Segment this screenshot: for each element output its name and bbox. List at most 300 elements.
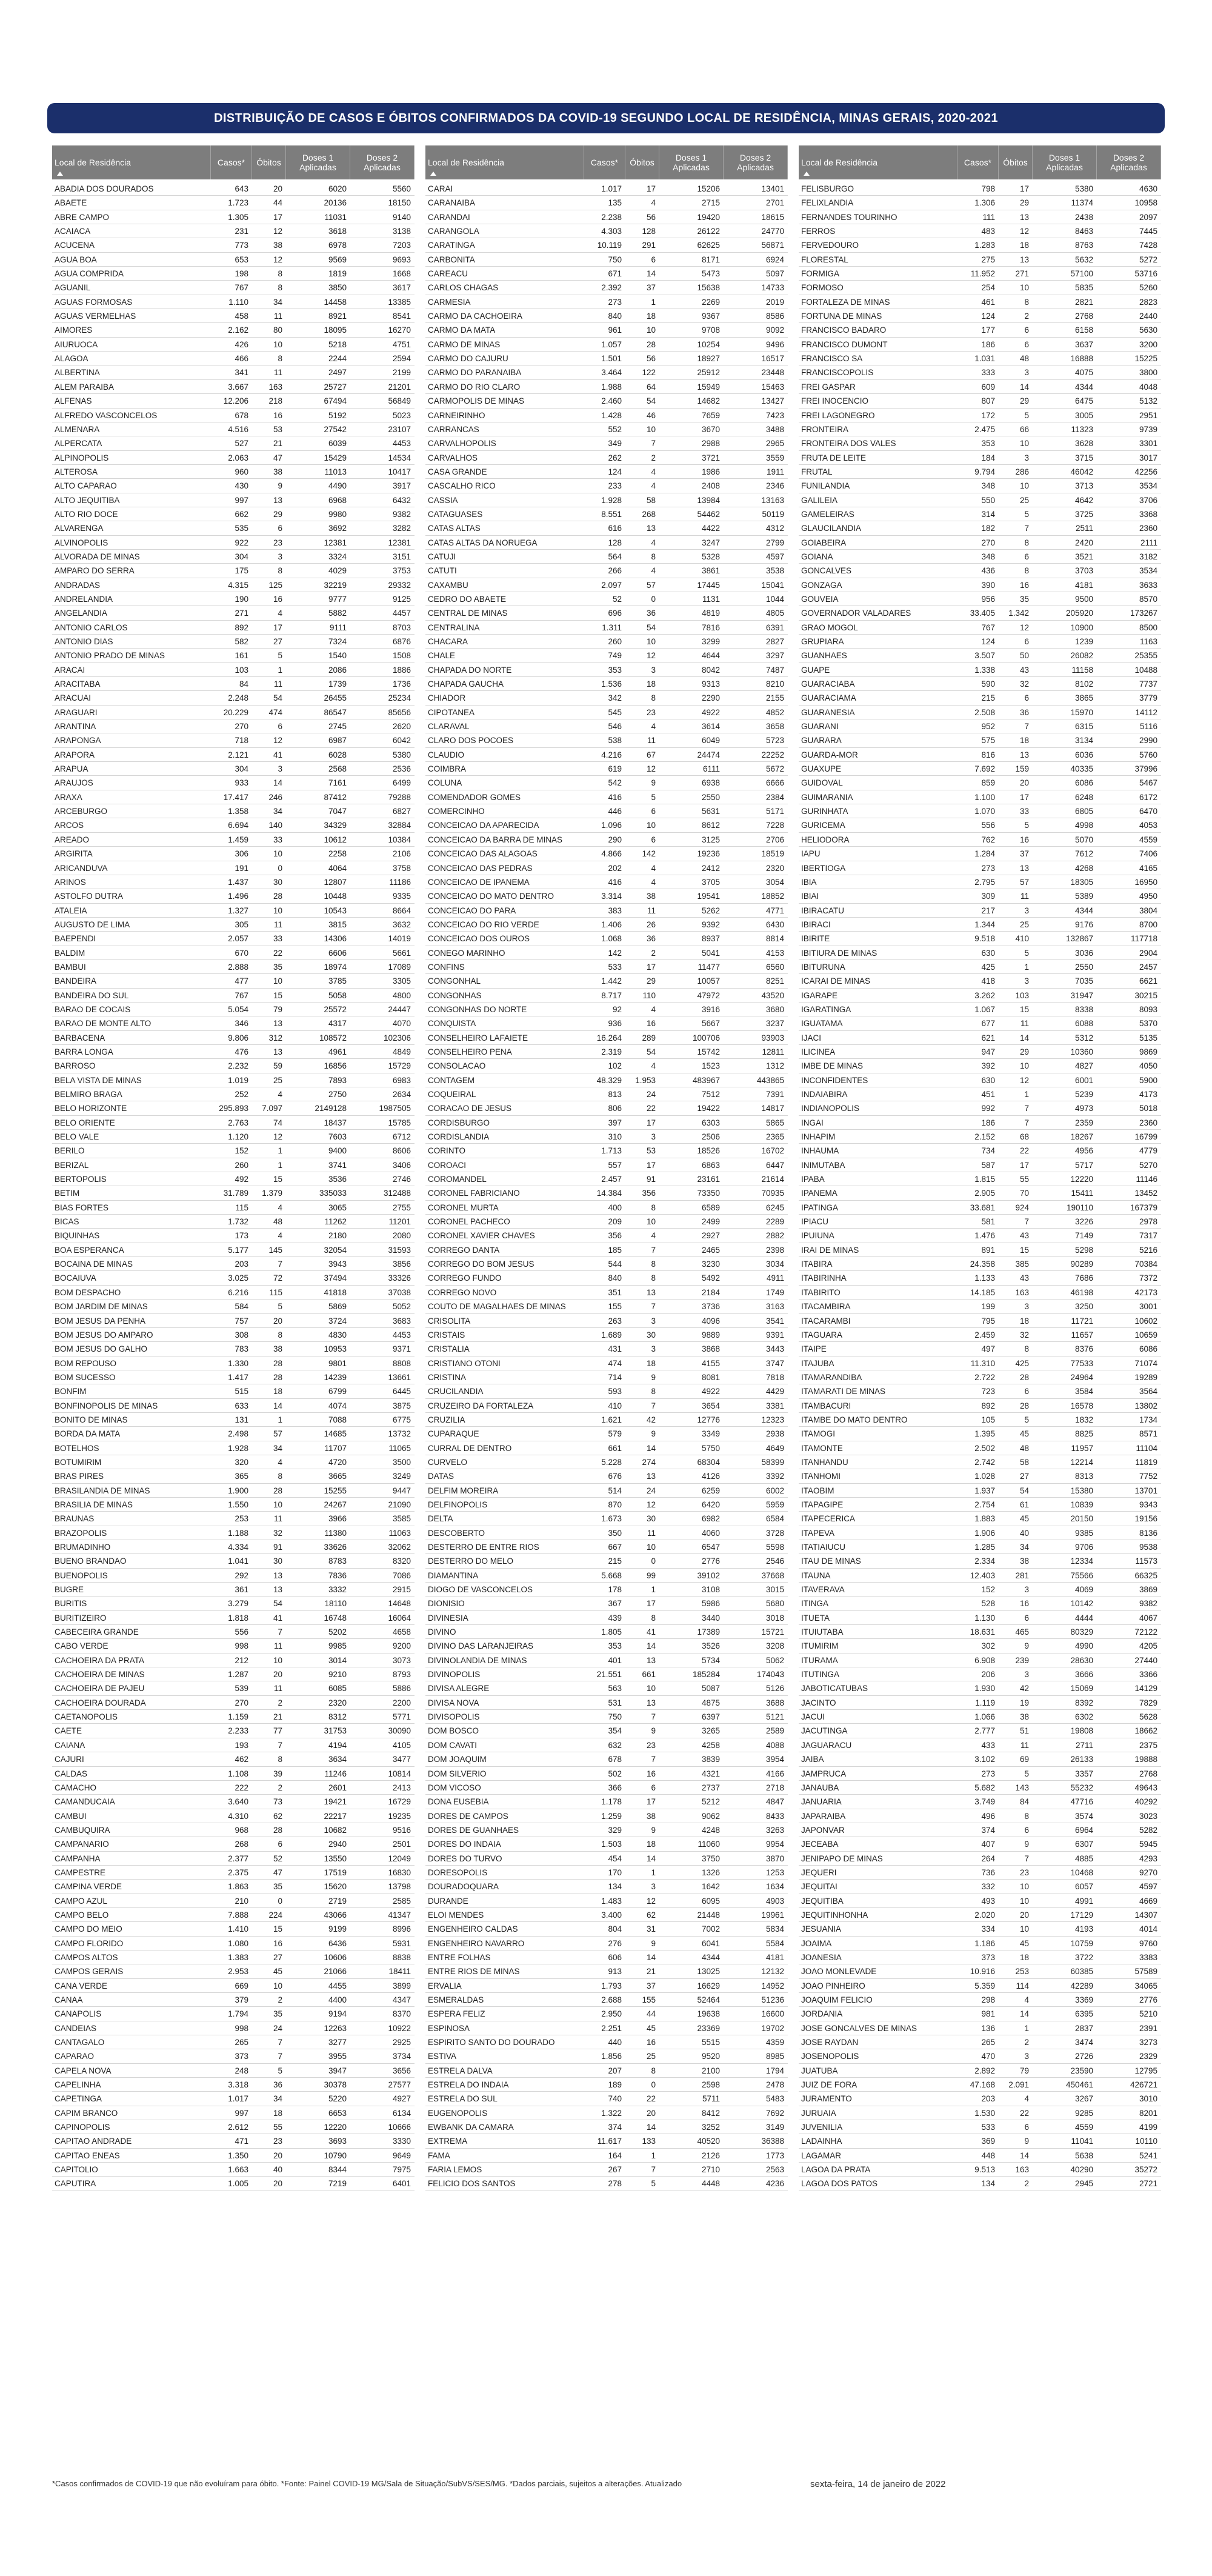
header-local[interactable]: Local de Residência <box>52 145 211 179</box>
table-row <box>425 323 788 337</box>
cell-doses2: 173267 <box>1130 609 1157 618</box>
cell-local: IPIACU <box>801 1217 829 1227</box>
table-row <box>799 1894 1161 1908</box>
cell-doses1: 17519 <box>324 1867 347 1877</box>
cell-doses1: 5882 <box>328 609 347 618</box>
table-row <box>425 762 788 776</box>
cell-obitos: 12 <box>646 1896 656 1906</box>
cell-doses1: 54462 <box>697 509 720 519</box>
table-row <box>52 1908 415 1922</box>
cell-local: IRAI DE MINAS <box>801 1245 859 1255</box>
cell-obitos: 35 <box>273 962 282 972</box>
cell-local: ARGIRITA <box>55 849 93 859</box>
cell-obitos: 57 <box>273 1429 282 1439</box>
cell-local: BOM JESUS DO GALHO <box>55 1344 148 1354</box>
cell-doses1: 5515 <box>701 2038 720 2047</box>
cell-doses2: 1044 <box>765 594 784 604</box>
cell-doses2: 7372 <box>1139 1273 1157 1283</box>
cell-doses1: 32054 <box>324 1245 347 1255</box>
table-row <box>52 578 415 592</box>
table-row <box>52 1526 415 1540</box>
cell-doses1: 11060 <box>698 1840 720 1849</box>
cell-local: FARIA LEMOS <box>428 2165 482 2175</box>
cell-doses1: 8921 <box>328 312 347 321</box>
cell-casos: 407 <box>981 1840 995 1849</box>
table-row <box>799 804 1161 818</box>
cell-obitos: 22 <box>273 948 282 958</box>
cell-doses1: 3725 <box>1074 509 1093 519</box>
cell-local: CORREGO FUNDO <box>428 1273 502 1283</box>
cell-doses2: 5945 <box>1139 1840 1157 1849</box>
header-casos[interactable]: Casos* <box>584 145 625 179</box>
cell-doses2: 1911 <box>766 467 784 476</box>
cell-local: CHIADOR <box>428 693 466 703</box>
cell-doses2: 7203 <box>392 241 411 250</box>
cell-doses2: 17089 <box>388 962 411 972</box>
cell-casos: 2.375 <box>228 1867 248 1877</box>
cell-local: DELFIM MOREIRA <box>428 1486 499 1495</box>
cell-local: CONCEICAO DAS ALAGOAS <box>428 849 538 859</box>
cell-doses1: 3230 <box>701 1260 720 1269</box>
cell-doses1: 90289 <box>1070 1260 1093 1269</box>
cell-local: CRISTINA <box>428 1372 467 1382</box>
cell-casos: 493 <box>981 1896 995 1906</box>
header-casos[interactable]: Casos* <box>957 145 999 179</box>
cell-obitos: 42 <box>1019 1684 1029 1693</box>
cell-obitos: 8 <box>1024 297 1029 307</box>
cell-doses2: 3734 <box>392 2052 411 2061</box>
cell-local: CAPETINGA <box>55 2094 102 2104</box>
cell-casos: 1.673 <box>601 1514 622 1524</box>
cell-obitos: 0 <box>651 594 656 604</box>
cell-casos: 1.133 <box>974 1273 995 1283</box>
cell-casos: 2.508 <box>974 707 995 717</box>
cell-doses2: 2799 <box>765 538 784 547</box>
cell-obitos: 9 <box>651 1429 656 1439</box>
cell-obitos: 6 <box>651 1783 656 1792</box>
header-doses2[interactable]: Doses 2 Aplicadas <box>1097 145 1161 179</box>
cell-obitos: 41 <box>273 750 282 759</box>
table-row <box>425 521 788 535</box>
cell-obitos: 8 <box>651 1613 656 1623</box>
cell-obitos: 385 <box>1015 1260 1029 1269</box>
cell-doses1: 19420 <box>697 212 720 222</box>
table-row <box>52 1611 415 1625</box>
cell-casos: 1.437 <box>228 877 248 887</box>
cell-obitos: 13 <box>646 524 656 533</box>
cell-local: DELFINOPOLIS <box>428 1500 488 1509</box>
cell-doses1: 9706 <box>1074 1543 1093 1552</box>
table-row <box>799 1908 1161 1922</box>
cell-casos: 186 <box>981 339 995 349</box>
cell-local: CONCEICAO DE IPANEMA <box>428 877 530 887</box>
table-row <box>52 394 415 408</box>
cell-doses1: 9569 <box>328 255 347 264</box>
table-row <box>799 2120 1161 2134</box>
cell-obitos: 10 <box>273 1655 282 1665</box>
table-row <box>52 1356 415 1370</box>
cell-casos: 356 <box>608 1231 622 1241</box>
cell-doses1: 3916 <box>701 1004 720 1014</box>
cell-local: BELMIRO BRAGA <box>55 1090 122 1099</box>
cell-doses2: 3899 <box>392 1981 411 1990</box>
cell-doses1: 20150 <box>1070 1514 1093 1524</box>
cell-casos: 678 <box>608 1755 622 1764</box>
cell-doses1: 6395 <box>1074 2009 1093 2019</box>
sort-icon[interactable] <box>804 172 810 176</box>
cell-doses1: 9111 <box>329 622 347 632</box>
cell-doses2: 2501 <box>392 1840 411 1849</box>
cell-obitos: 4 <box>651 481 656 491</box>
cell-local: GUARARA <box>801 736 842 746</box>
table-row <box>799 1384 1161 1398</box>
cell-casos: 198 <box>235 269 248 279</box>
cell-casos: 2.460 <box>601 396 622 406</box>
cell-doses1: 10254 <box>697 339 720 349</box>
cell-obitos: 253 <box>1015 1967 1029 1977</box>
cell-casos: 353 <box>608 665 622 675</box>
table-row <box>425 1554 788 1568</box>
cell-obitos: 3 <box>1024 368 1029 378</box>
cell-doses2: 2563 <box>765 2165 784 2175</box>
cell-obitos: 18 <box>1019 1952 1029 1962</box>
cell-doses2: 5210 <box>1139 2009 1157 2019</box>
cell-casos: 544 <box>608 1260 622 1269</box>
cell-doses2: 1312 <box>765 1061 784 1071</box>
table-row <box>425 1243 788 1257</box>
cell-doses1: 4422 <box>701 524 720 533</box>
cell-local: JUATUBA <box>801 2066 838 2075</box>
header-doses2[interactable]: Doses 2 Aplicadas <box>724 145 788 179</box>
table-row <box>425 1639 788 1653</box>
header-doses1[interactable]: Doses 1 Aplicadas <box>286 145 350 179</box>
cell-doses2: 10602 <box>1134 1316 1157 1326</box>
table-row <box>799 507 1161 521</box>
table-row <box>425 847 788 861</box>
cell-local: ITAGUARA <box>801 1330 843 1340</box>
table-row <box>52 1554 415 1568</box>
cell-local: CAMPO BELO <box>55 1910 109 1920</box>
cell-doses2: 3297 <box>765 651 784 661</box>
cell-obitos: 7.097 <box>262 1104 282 1113</box>
cell-casos: 476 <box>235 1047 248 1056</box>
cell-doses1: 13550 <box>324 1854 347 1863</box>
cell-obitos: 122 <box>642 368 656 378</box>
table-row <box>425 1823 788 1837</box>
table-row <box>425 1455 788 1469</box>
cell-casos: 773 <box>235 241 248 250</box>
cell-local: FAMA <box>428 2151 450 2160</box>
cell-doses2: 4751 <box>392 339 411 349</box>
header-casos[interactable]: Casos* <box>211 145 252 179</box>
cell-casos: 273 <box>981 1769 995 1778</box>
cell-local: DIVISA ALEGRE <box>428 1684 490 1693</box>
cell-local: JEQUERI <box>801 1867 837 1877</box>
table-row <box>52 380 415 394</box>
table-row <box>52 409 415 422</box>
cell-doses2: 8793 <box>392 1670 411 1680</box>
table-row <box>799 550 1161 564</box>
table-row <box>799 1583 1161 1597</box>
cell-doses1: 40520 <box>697 2137 720 2146</box>
cell-obitos: 14 <box>646 1952 656 1962</box>
cell-doses1: 60385 <box>1070 1967 1093 1977</box>
cell-local: BOTUMIRIM <box>55 1457 102 1467</box>
cell-local: DIOGO DE VASCONCELOS <box>428 1585 533 1595</box>
table-row <box>799 1144 1161 1158</box>
cell-casos: 961 <box>608 325 622 335</box>
cell-local: GAMELEIRAS <box>801 509 854 519</box>
cell-local: JACINTO <box>801 1698 836 1707</box>
table-row <box>799 790 1161 804</box>
cell-local: DORES DO INDAIA <box>428 1840 501 1849</box>
table-row <box>425 1059 788 1073</box>
cell-local: INIMUTABA <box>801 1160 845 1170</box>
cell-doses1: 4344 <box>1074 906 1093 915</box>
table-row <box>52 1045 415 1059</box>
cell-casos: 892 <box>981 1401 995 1410</box>
cell-doses2: 4173 <box>1139 1090 1157 1099</box>
cell-local: BANDEIRA <box>55 976 97 986</box>
table-row <box>425 818 788 832</box>
table-row <box>52 1172 415 1186</box>
cell-obitos: 7 <box>278 1260 282 1269</box>
cell-casos: 400 <box>608 1203 622 1212</box>
cell-doses2: 37996 <box>1134 764 1157 774</box>
cell-local: BOA ESPERANCA <box>55 1245 124 1255</box>
cell-obitos: 54 <box>273 1599 282 1609</box>
cell-obitos: 25 <box>1019 495 1029 505</box>
cell-obitos: 20 <box>273 2179 282 2189</box>
cell-obitos: 22 <box>646 1104 656 1113</box>
cell-casos: 308 <box>235 1330 248 1340</box>
cell-local: AGUAS FORMOSAS <box>55 297 133 307</box>
cell-obitos: 4 <box>651 722 656 732</box>
cell-casos: 448 <box>981 2151 995 2160</box>
table-row <box>52 2177 415 2191</box>
cell-doses1: 5711 <box>702 2094 720 2104</box>
cell-doses2: 19702 <box>761 2023 784 2033</box>
cell-local: JOAO MONLEVADE <box>801 1967 877 1977</box>
cell-casos: 1.459 <box>228 835 248 844</box>
table-row <box>52 2021 415 2035</box>
cell-doses2: 167379 <box>1130 1203 1157 1212</box>
cell-local: ENTRE RIOS DE MINAS <box>428 1967 520 1977</box>
cell-doses1: 6028 <box>328 750 347 759</box>
cell-doses1: 12381 <box>324 538 347 547</box>
cell-casos: 2.905 <box>974 1189 995 1198</box>
cell-obitos: 30 <box>646 1514 656 1524</box>
cell-doses2: 12132 <box>761 1967 784 1977</box>
table-row <box>799 564 1161 578</box>
cell-doses1: 31753 <box>324 1726 347 1736</box>
cell-obitos: 18 <box>646 1358 656 1368</box>
cell-obitos: 17 <box>1019 1160 1029 1170</box>
table-row <box>52 1569 415 1583</box>
cell-local: AMPARO DO SERRA <box>55 566 135 576</box>
cell-local: ABADIA DOS DOURADOS <box>55 184 154 193</box>
sort-icon[interactable] <box>57 172 63 176</box>
cell-doses1: 5986 <box>701 1599 720 1609</box>
cell-obitos: 20 <box>273 2151 282 2160</box>
cell-doses2: 3753 <box>392 566 411 576</box>
cell-obitos: 10 <box>1019 283 1029 293</box>
table-row <box>425 790 788 804</box>
cell-doses2: 4453 <box>392 439 411 449</box>
cell-casos: 18.631 <box>970 1627 995 1637</box>
cell-doses1: 6259 <box>701 1486 720 1495</box>
cell-obitos: 28 <box>273 1372 282 1382</box>
cell-doses1: 3722 <box>1074 1952 1093 1962</box>
table-row <box>799 1413 1161 1427</box>
cell-casos: 1.550 <box>228 1500 248 1509</box>
cell-doses2: 2360 <box>1139 524 1157 533</box>
table-row <box>425 635 788 649</box>
cell-local: ITABIRA <box>801 1260 833 1269</box>
cell-doses2: 4293 <box>1139 1854 1157 1863</box>
cell-doses2: 3477 <box>392 1755 411 1764</box>
cell-casos: 956 <box>981 594 995 604</box>
cell-local: CAXAMBU <box>428 580 468 590</box>
header-local[interactable]: Local de Residência <box>425 145 584 179</box>
header-doses2[interactable]: Doses 2 Aplicadas <box>350 145 415 179</box>
cell-casos: 1.900 <box>228 1486 248 1495</box>
header-local[interactable]: Local de Residência <box>799 145 957 179</box>
cell-doses2: 2200 <box>392 1698 411 1707</box>
cell-local: AGUAS VERMELHAS <box>55 312 136 321</box>
cell-doses2: 2978 <box>1139 1217 1157 1227</box>
cell-doses2: 70384 <box>1134 1260 1157 1269</box>
table-row <box>52 960 415 974</box>
cell-obitos: 8 <box>278 354 282 364</box>
cell-obitos: 4 <box>651 538 656 547</box>
cell-obitos: 3 <box>651 1344 656 1354</box>
table-row <box>799 762 1161 776</box>
cell-local: BONITO DE MINAS <box>55 1415 128 1424</box>
cell-local: JUVENILIA <box>801 2123 843 2132</box>
header-obitos[interactable]: Óbitos <box>999 145 1033 179</box>
cell-doses1: 9708 <box>701 325 720 335</box>
cell-local: CAMPINA VERDE <box>55 1882 122 1892</box>
cell-obitos: 4 <box>651 467 656 476</box>
cell-casos: 579 <box>608 1429 622 1439</box>
cell-obitos: 8 <box>651 1203 656 1212</box>
cell-doses2: 3054 <box>765 877 784 887</box>
header-obitos[interactable]: Óbitos <box>625 145 659 179</box>
cell-casos: 1.689 <box>601 1330 622 1340</box>
cell-obitos: 72 <box>273 1273 282 1283</box>
cell-obitos: 2 <box>278 1995 282 2004</box>
cell-casos: 1.406 <box>601 919 622 929</box>
cell-obitos: 10 <box>1019 439 1029 449</box>
cell-obitos: 7 <box>278 2038 282 2047</box>
table-row <box>425 1101 788 1115</box>
cell-local: GALILEIA <box>801 495 838 505</box>
cell-doses2: 2823 <box>1139 297 1157 307</box>
cell-doses2: 1668 <box>392 269 411 279</box>
table-row <box>799 1611 1161 1625</box>
cell-doses1: 8313 <box>1074 1472 1093 1481</box>
cell-casos: 275 <box>981 255 995 264</box>
table-row <box>425 1116 788 1130</box>
cell-doses1: 3574 <box>1074 1811 1093 1821</box>
cell-obitos: 4 <box>1024 1995 1029 2004</box>
cell-casos: 1.863 <box>228 1882 248 1892</box>
cell-casos: 48.329 <box>596 1075 622 1085</box>
header-obitos[interactable]: Óbitos <box>252 145 286 179</box>
table-row <box>425 1993 788 2007</box>
cell-doses2: 56871 <box>761 241 784 250</box>
cell-obitos: 8 <box>278 269 282 279</box>
cell-doses2: 18150 <box>388 198 411 208</box>
table-row <box>799 875 1161 889</box>
cell-doses1: 13984 <box>697 495 720 505</box>
cell-local: ARACAI <box>55 665 85 675</box>
cell-local: DIVISA NOVA <box>428 1698 479 1707</box>
cell-casos: 207 <box>608 2066 622 2075</box>
table-row <box>52 932 415 946</box>
cell-casos: 265 <box>235 2038 248 2047</box>
cell-obitos: 6 <box>1024 325 1029 335</box>
table-row <box>52 818 415 832</box>
cell-local: BANDEIRA DO SUL <box>55 990 129 1000</box>
cell-casos: 273 <box>981 863 995 873</box>
cell-doses2: 5483 <box>765 2094 784 2104</box>
table-row <box>425 1894 788 1908</box>
table-row <box>799 1724 1161 1738</box>
cell-local: DIVINO DAS LARANJEIRAS <box>428 1641 534 1651</box>
cell-local: BELO ORIENTE <box>55 1118 115 1127</box>
cell-obitos: 25 <box>1019 919 1029 929</box>
cell-doses1: 185284 <box>692 1670 720 1680</box>
cell-local: LAGOA DOS PATOS <box>801 2179 878 2189</box>
cell-doses2: 3954 <box>765 1755 784 1764</box>
sort-icon[interactable] <box>430 172 436 176</box>
cell-local: GURICEMA <box>801 821 845 830</box>
cell-doses2: 3149 <box>765 2123 784 2132</box>
cell-casos: 1.031 <box>974 354 995 364</box>
cell-doses2: 2360 <box>1139 1118 1157 1127</box>
cell-local: GOIABEIRA <box>801 538 847 547</box>
cell-local: CORONEL PACHECO <box>428 1217 510 1227</box>
cell-obitos: 22 <box>646 2094 656 2104</box>
cell-obitos: 8 <box>278 1330 282 1340</box>
table-row <box>799 889 1161 903</box>
cell-casos: 3.640 <box>228 1797 248 1807</box>
header-doses1[interactable]: Doses 1 Aplicadas <box>1033 145 1097 179</box>
header-doses1[interactable]: Doses 1 Aplicadas <box>659 145 724 179</box>
cell-doses1: 9385 <box>1074 1528 1093 1538</box>
cell-casos: 1.713 <box>601 1146 622 1156</box>
cell-doses2: 9200 <box>392 1641 411 1651</box>
table-row <box>799 578 1161 592</box>
cell-doses2: 37668 <box>761 1570 784 1580</box>
cell-obitos: 159 <box>1015 764 1029 774</box>
cell-doses1: 1819 <box>328 269 347 279</box>
cell-casos: 5.682 <box>974 1783 995 1792</box>
table-row <box>799 818 1161 832</box>
cell-doses2: 4658 <box>392 1627 411 1637</box>
cell-doses1: 6964 <box>1074 1825 1093 1835</box>
cell-obitos: 5 <box>278 651 282 661</box>
cell-obitos: 38 <box>273 241 282 250</box>
cell-doses1: 41818 <box>324 1287 347 1297</box>
cell-doses2: 12323 <box>761 1415 784 1424</box>
cell-casos: 757 <box>235 1316 248 1326</box>
cell-doses1: 6248 <box>1074 792 1093 802</box>
cell-doses2: 15721 <box>761 1627 784 1637</box>
cell-doses1: 15970 <box>1070 707 1093 717</box>
